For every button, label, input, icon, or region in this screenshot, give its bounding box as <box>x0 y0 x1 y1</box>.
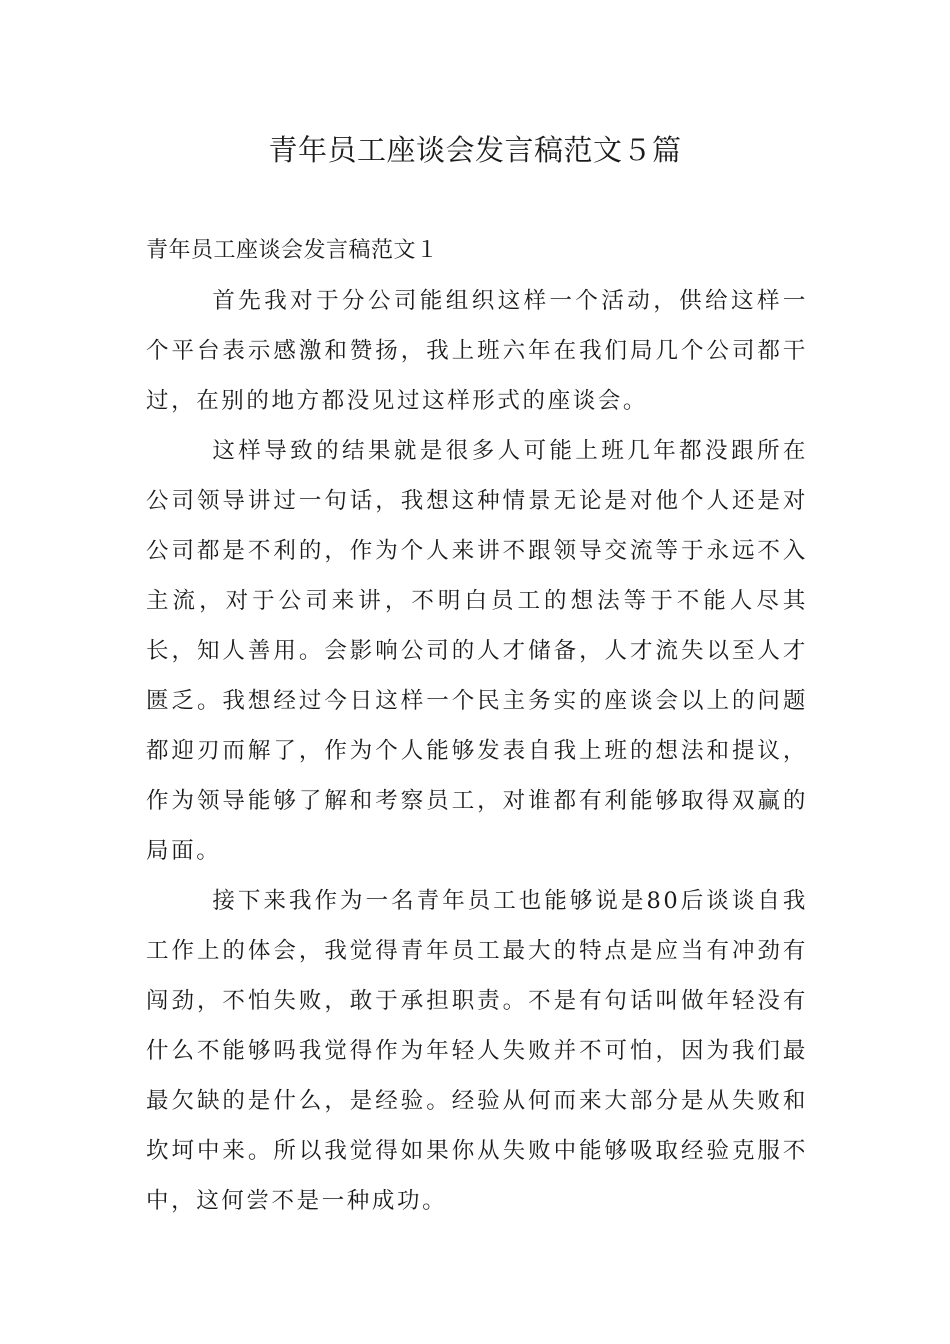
document-title: 青年员工座谈会发言稿范文５篇 <box>268 133 682 167</box>
paragraph-1: 首先我对于分公司能组织这样一个活动，供给这样一个平台表示感激和赞扬，我上班六年在我们局几个公司都干过，在别的地方都没见过这样形式的座谈会。 <box>146 288 808 414</box>
paragraph-3: 接下来我作为一名青年员工也能够说是80后谈谈自我工作上的体会，我觉得青年员工最大的特点是应当有冲劲有闯劲，不怕失败，敢于承担职责。不是有句话叫做年轻没有什么不能够吗我觉得作为年轻人失败并不可怕，因为我们最最欠缺的是什么，是经验。经验从何而来大部分是从失败和坎坷中来。所以我觉得如果你从失败中能够吸取经验克服不中，这何尝不是一种成功。 <box>146 888 808 1214</box>
document-body <box>146 226 808 1226</box>
section-heading: 青年员工座谈会发言稿范文１ <box>146 238 439 263</box>
paragraph-2: 这样导致的结果就是很多人可能上班几年都没跟所在公司领导讲过一句话，我想这种情景无论是对他个人还是对公司都是不利的，作为个人来讲不跟领导交流等于永远不入主流，对于公司来讲，不明白员工的想法等于不能人尽其长，知人善用。会影响公司的人才储备，人才流失以至人才匮乏。我想经过今日这样一个民主务实的座谈会以上的问题都迎刃而解了，作为个人能够发表自我上班的想法和提议，作为领导能够了解和考察员工，对谁都有利能够取得双赢的局面。 <box>146 438 808 864</box>
